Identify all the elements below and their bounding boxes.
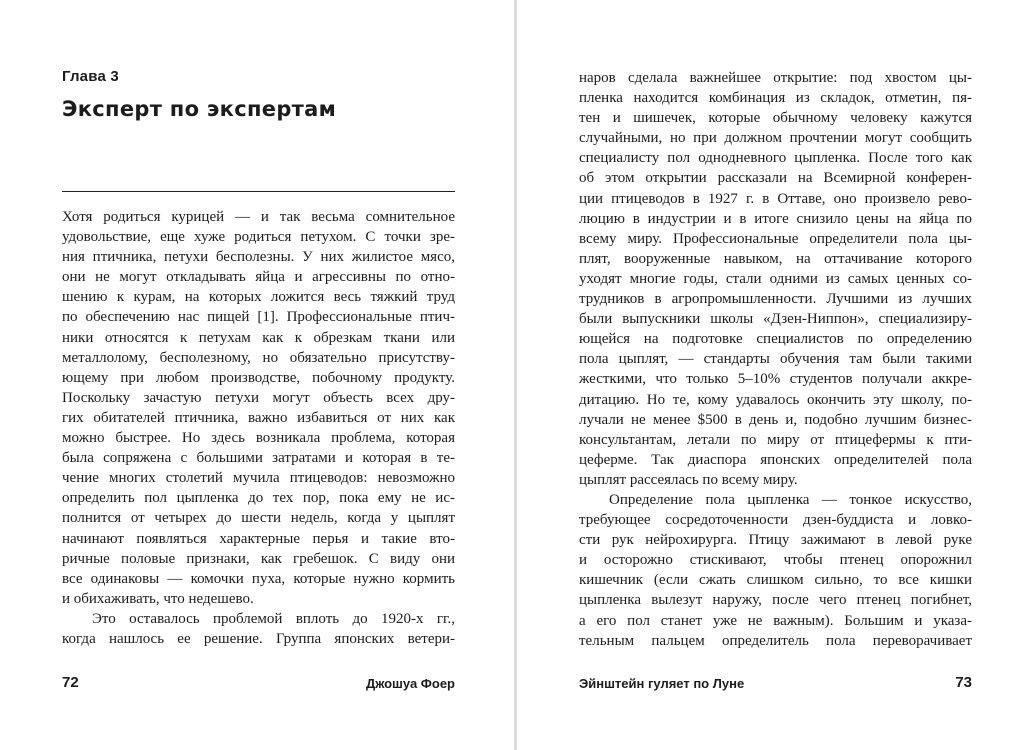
text-line: консультантам, летали по миру от птицефермы к пти- <box>579 431 972 448</box>
right-body-text <box>579 68 972 651</box>
text-line: Хотя родиться курицей — и так весьма сомнительное <box>62 209 455 225</box>
text-line: когда нашлось ее решение. Группа японских ветери- <box>62 630 455 647</box>
text-line: тельным пальцем определитель пола переворачивает <box>579 632 972 649</box>
text-line: удовольствие, еще хуже родиться петухом. С точки зре- <box>62 229 455 246</box>
text-line: и обихаживать, что недешево. <box>62 590 254 607</box>
text-line: лучали не менее $500 в день и, подобно лучшим бизнес- <box>579 411 972 428</box>
text-line: ющему при любом производстве, побочному продукту. <box>62 369 455 386</box>
left-body-text <box>62 207 455 649</box>
text-line: все одинаковы — комочки пуха, которые нужно кормить <box>62 570 455 587</box>
text-line: цыплят рассеялась по всему миру. <box>579 471 798 488</box>
text-line: ричные половые признаки, как гребешок. С виду они <box>62 550 455 567</box>
page-number-right: 73 <box>955 674 972 691</box>
text-line: начинают появляться характерные перья и такие вто- <box>62 530 455 547</box>
text-line: плят, вооруженные навыком, на оттачивание которого <box>579 250 972 267</box>
text-line: и осторожно стискивают, чтобы птенец опорожнил <box>579 552 972 569</box>
text-line: уходят многие годы, стали одними из самых ценных со- <box>579 270 972 287</box>
text-line: чение многих столетий мучила птицеводов: невозможно <box>62 470 455 487</box>
text-line: Это оставалось проблемой вплоть до 1920-х гг., <box>92 610 455 627</box>
text-line: была сопряжена с большими затратами и которая в те- <box>62 450 455 467</box>
text-line: всему миру. Профессиональные определители пола цы- <box>579 230 972 247</box>
text-line: шению к курам, на которых ложится весь тяжкий труд <box>62 289 455 306</box>
page-number-left: 72 <box>62 674 79 691</box>
text-line: пола цыплят, — стандарты обучения там были такими <box>579 351 972 368</box>
text-line: требующее сосредоточенности дзен-буддиста и ловко- <box>579 512 972 529</box>
text-line: трудников в агропромышленности. Лучшими из лучших <box>579 291 972 308</box>
text-line: сти рук нейрохирурга. Птицу зажимают в левой руке <box>579 532 972 549</box>
text-line: жесткими, что только 5–10% студентов получали аккре- <box>579 371 972 388</box>
text-line: пленка находится комбинация из складок, отметин, пя- <box>579 90 972 107</box>
text-line: цыпленка вылезут наружу, после чего птенец погибнет, <box>579 592 972 609</box>
chapter-divider <box>62 191 455 192</box>
text-line: об этом открытии рассказали на Всемирной конферен- <box>579 170 972 187</box>
text-line: ющейся на подготовке специалистов по определению <box>579 331 972 348</box>
running-head-right: Эйнштейн гуляет по Луне <box>579 676 745 691</box>
right-page <box>517 0 1034 750</box>
text-line: люцию в индустрии и в итоге снизило цены на яйца по <box>579 210 972 227</box>
text-line: ния птичника, петухи бесполезны. У них жилистое мясо, <box>62 249 455 266</box>
text-line: металлолому, бесполезному, но обязательно присутству- <box>62 349 455 366</box>
left-page <box>0 0 515 750</box>
text-line: были выпускники школы «Дзен-Ниппон», специализиру- <box>579 311 972 328</box>
text-line: полнится от четырех до шести недель, когда у цыплят <box>62 510 455 527</box>
text-line: они не могут откладывать яйца и агрессивны по отно- <box>62 269 455 286</box>
chapter-title: Эксперт по экспертам <box>62 97 337 121</box>
text-line: Определение пола цыпленка — тонкое искусство, <box>609 491 972 508</box>
text-line: цеферме. Так диаспора японских определителей пола <box>579 451 972 468</box>
text-line: наров сделала важнейшее открытие: под хвостом цы- <box>579 70 972 86</box>
text-line: кишечник (если сжать слишком сильно, то все кишки <box>579 572 972 589</box>
text-line: тен и шишечек, которые обычному человеку кажутся <box>579 110 972 127</box>
text-line: ники относятся к петухам как к обрезкам ткани или <box>62 329 455 346</box>
text-line: можно быстрее. Но здесь возникала проблема, которая <box>62 430 455 447</box>
text-line: Поскольку зачастую петухи могут объесть всех дру- <box>62 389 455 406</box>
running-head-left: Джошуа Фоер <box>365 676 455 691</box>
text-line: по обеспечению нас пищей [1]. Профессиональные птич- <box>62 309 455 326</box>
text-line: ции птицеводов в 1927 г. в Оттаве, оно произвело рево- <box>579 190 972 207</box>
text-line: случайными, но при должном прочтении могут сообщить <box>579 130 972 147</box>
text-line: дитацию. Но те, кому удавалось окончить эту школу, по- <box>579 391 972 408</box>
text-line: специалисту пол однодневного цыпленка. После того как <box>579 150 972 167</box>
text-line: а его пол станет уже не важным). Большим и указа- <box>579 612 972 629</box>
text-line: гих обитателей птичника, важно избавиться от них как <box>62 409 455 426</box>
text-line: определить пол цыпленка до тех пор, пока ему не ис- <box>62 490 455 507</box>
chapter-label: Глава 3 <box>62 68 119 85</box>
